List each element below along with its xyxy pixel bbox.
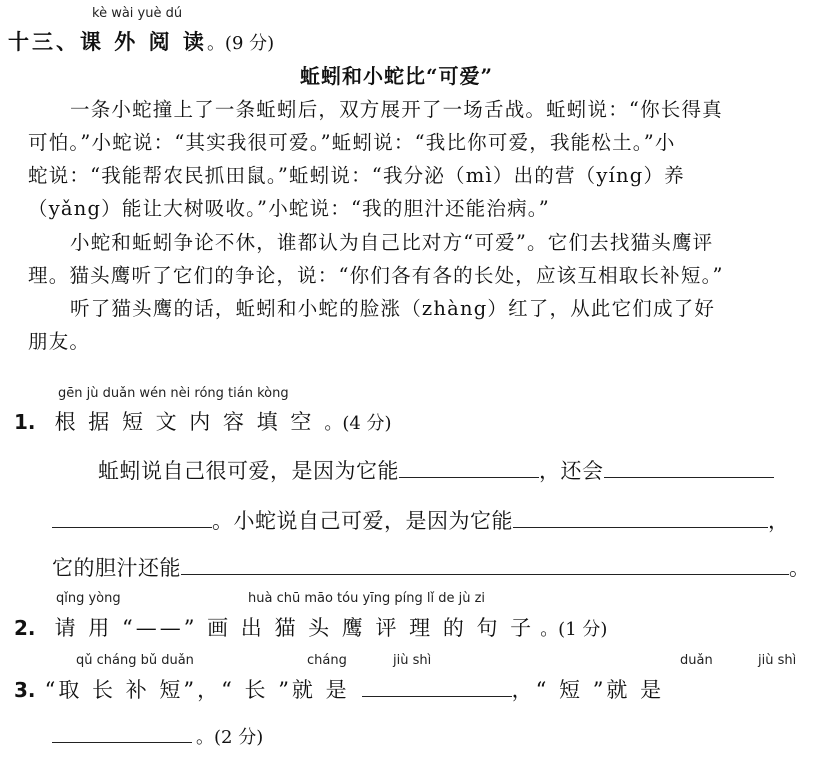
q1-line1-text-b: ，还会: [539, 459, 604, 483]
story-line-6: 理。猫头鹰听了它们的争论，说：“你们各有各的长处，应该互相取长补短。”: [28, 264, 724, 287]
q1-line-3: [52, 552, 811, 582]
q1-line3-text-a: 它的胆汁还能: [52, 556, 181, 580]
q1-blank-5[interactable]: [181, 554, 789, 575]
q3-line-2: [52, 722, 263, 749]
q1-text: 根 据 短 文 内 容 填 空: [54, 410, 315, 434]
story-line-4: （yǎng）能让大树吸收。”小蛇说：“我的胆汁还能治病。”: [28, 197, 550, 220]
q2-pinyin-b: huà chū māo tóu yīng píng lǐ de jù zi: [248, 591, 486, 606]
q1-score: 。(4 分): [324, 413, 392, 434]
section-score: 。(9 分): [206, 33, 275, 54]
q3-pinyin-a: qǔ cháng bǔ duǎn: [76, 653, 194, 668]
story-line-7: 听了猫头鹰的话，蚯蚓和小蛇的脸涨（zhàng）红了，从此它们成了好: [70, 297, 716, 320]
q3-score: 。(2 分): [196, 727, 264, 748]
q1-pinyin: gēn jù duǎn wén nèi róng tián kòng: [58, 386, 289, 401]
q2-text: 请 用 “——” 画 出 猫 头 鹰 评 理 的 句 子: [54, 616, 535, 640]
q1-line-1: [98, 455, 774, 485]
q2-prompt: [14, 612, 607, 642]
story-line-5: 小蛇和蚯蚓争论不休，谁都认为自己比对方“可爱”。它们去找猫头鹰评: [70, 231, 714, 254]
q2-pinyin-a: qǐng yòng: [56, 591, 121, 606]
q1-blank-2[interactable]: [604, 457, 774, 478]
q3-number: 3.: [14, 678, 36, 702]
section-title-pinyin: kè wài yuè dú: [92, 6, 183, 21]
q3-prompt: [14, 674, 664, 704]
q1-line2-text-a: 。小蛇说自己可爱，是因为它能: [212, 509, 513, 533]
q3-text-a: “取 长 补 短”，“ 长 ”就 是: [44, 678, 350, 702]
q1-blank-1[interactable]: [399, 457, 539, 478]
q3-pinyin-d: duǎn: [680, 653, 713, 668]
story-line-3: 蛇说：“我能帮农民抓田鼠。”蚯蚓说：“我分泌（mì）出的营（yíng）养: [28, 164, 685, 187]
q1-prompt: [14, 406, 392, 436]
section-header: [8, 26, 274, 56]
q3-pinyin-b: cháng: [307, 653, 347, 668]
story-title: 蚯蚓和小蛇比“可爱”: [300, 64, 494, 88]
q1-blank-4[interactable]: [513, 507, 768, 528]
q1-line2-text-b: ，: [768, 509, 790, 533]
q1-blank-3[interactable]: [52, 507, 212, 528]
story-line-2: 可怕。”小蛇说：“其实我很可爱。”蚯蚓说：“我比你可爱，我能松土。”小: [28, 131, 676, 154]
q2-number: 2.: [14, 616, 36, 640]
q1-line3-text-b: 。: [789, 556, 811, 580]
section-number: 十三、: [8, 29, 80, 54]
q3-pinyin-c: jiù shì: [393, 653, 432, 668]
q2-score: 。(1 分): [540, 619, 608, 640]
story-line-1: 一条小蛇撞上了一条蚯蚓后，双方展开了一场舌战。蚯蚓说：“你长得真: [70, 98, 723, 121]
q1-line1-text-a: 蚯蚓说自己很可爱，是因为它能: [98, 459, 399, 483]
section-title: 课 外 阅 读: [80, 29, 207, 54]
story-line-8: 朋友。: [28, 330, 91, 353]
q3-text-b: ，“ 短 ”就 是: [511, 678, 665, 702]
q1-number: 1.: [14, 410, 36, 434]
q3-pinyin-e: jiù shì: [758, 653, 797, 668]
q3-blank-2[interactable]: [52, 722, 192, 743]
q1-line-2: [52, 505, 790, 535]
q3-blank-1[interactable]: [362, 676, 512, 697]
